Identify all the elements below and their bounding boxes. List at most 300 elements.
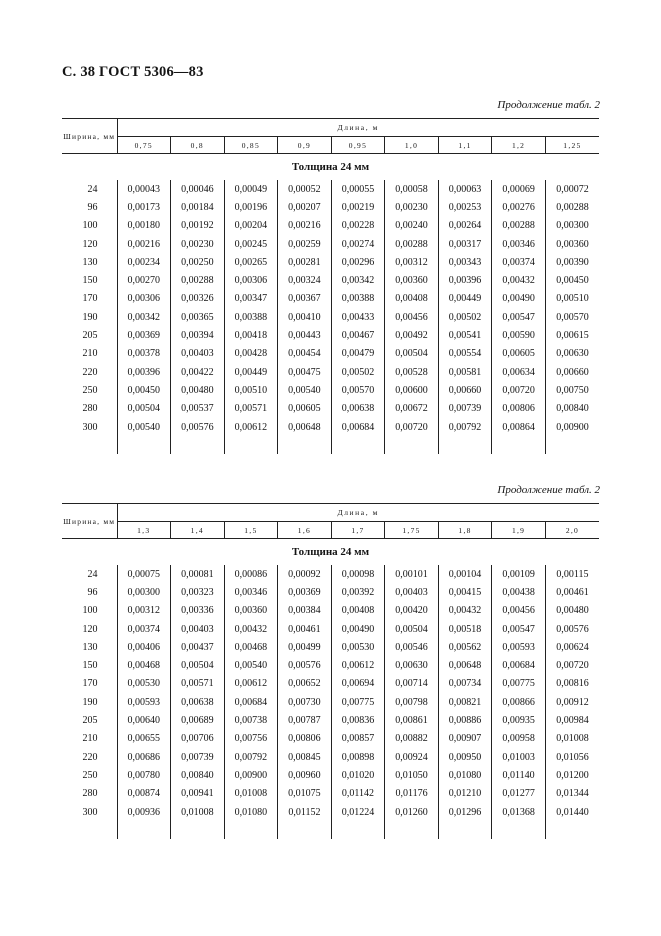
volume-cell: 0,00422 [171, 363, 225, 381]
volume-cell: 0,00384 [278, 602, 332, 620]
volume-cell: 0,00750 [556, 384, 589, 396]
volume-cell: 0,00806 [492, 400, 546, 418]
volume-cell: 0,00861 [385, 711, 439, 729]
volume-cell: 0,01008 [171, 803, 225, 821]
width-cell: 130 [62, 253, 117, 271]
length-values-row [62, 522, 599, 539]
volume-cell: 0,00864 [492, 418, 546, 436]
header-row [62, 504, 599, 522]
volume-cell: 0,00456 [385, 308, 439, 326]
volume-cell: 0,00660 [556, 366, 589, 378]
volume-cell: 0,00432 [438, 602, 492, 620]
volume-cell: 0,00369 [278, 583, 332, 601]
volume-cell: 0,00253 [438, 198, 492, 216]
volume-cell: 0,00072 [556, 183, 589, 195]
volume-cell: 0,00403 [385, 583, 439, 601]
volume-cell: 0,01224 [331, 803, 385, 821]
volume-cell: 0,01008 [224, 785, 278, 803]
volume-cell: 0,00207 [278, 198, 332, 216]
length-header-cell: 1,5 [224, 522, 278, 539]
volume-cell: 0,00342 [117, 308, 171, 326]
volume-cell: 0,00180 [117, 217, 171, 235]
volume-cell: 0,00058 [385, 180, 439, 198]
volume-cell: 0,00518 [438, 620, 492, 638]
volume-cell: 0,00456 [492, 602, 546, 620]
volume-cell: 0,00415 [438, 583, 492, 601]
empty-cell [438, 821, 492, 839]
volume-cell: 0,00739 [438, 400, 492, 418]
volume-cell: 0,00648 [278, 418, 332, 436]
volume-cell: 0,00049 [224, 180, 278, 198]
volume-cell: 0,00612 [224, 675, 278, 693]
volume-cell: 0,00720 [385, 418, 439, 436]
empty-cell [385, 436, 439, 454]
table-row [62, 693, 599, 711]
table-row [62, 748, 599, 766]
length-header-cell: 1,4 [171, 522, 225, 539]
length-header-cell: 1,3 [117, 522, 171, 539]
volume-cell: 0,00306 [224, 271, 278, 289]
volume-cell: 0,00449 [224, 363, 278, 381]
volume-cell: 0,00274 [331, 235, 385, 253]
width-cell: 100 [62, 217, 117, 235]
width-column-header: Ширина, мм [62, 119, 117, 154]
volume-cell: 0,01440 [556, 806, 589, 818]
volume-cell: 0,00480 [556, 605, 589, 617]
volume-cell: 0,00461 [278, 620, 332, 638]
width-cell: 170 [62, 290, 117, 308]
table-row [62, 326, 599, 344]
volume-cell: 0,01008 [556, 733, 589, 745]
volume-cell: 0,00365 [171, 308, 225, 326]
volume-cell: 0,01050 [385, 766, 439, 784]
volume-cell: 0,00378 [117, 345, 171, 363]
volume-cell: 0,00738 [224, 711, 278, 729]
empty-cell [278, 821, 332, 839]
table-caption: Продолжение табл. 2 [497, 99, 600, 111]
table-row [62, 602, 599, 620]
width-cell: 120 [62, 235, 117, 253]
volume-cell: 0,00499 [278, 638, 332, 656]
volume-cell: 0,00612 [224, 418, 278, 436]
volume-cell: 0,00907 [438, 730, 492, 748]
empty-cell [171, 821, 225, 839]
volume-cell: 0,00960 [278, 766, 332, 784]
table-row [62, 235, 599, 253]
volume-cell: 0,00288 [556, 201, 589, 213]
volume-cell: 0,01075 [278, 785, 332, 803]
volume-cell: 0,00343 [438, 253, 492, 271]
volume-cell: 0,00367 [278, 290, 332, 308]
volume-cell: 0,00547 [492, 308, 546, 326]
volume-cell: 0,01020 [331, 766, 385, 784]
volume-cell: 0,00396 [117, 363, 171, 381]
volume-cell: 0,01368 [492, 803, 546, 821]
volume-cell: 0,00638 [171, 693, 225, 711]
volume-cell: 0,00228 [331, 217, 385, 235]
volume-cell: 0,00660 [438, 381, 492, 399]
length-header-cell: 1,0 [385, 137, 439, 154]
volume-cell: 0,00475 [278, 363, 332, 381]
volume-cell: 0,00576 [171, 418, 225, 436]
volume-cell: 0,00312 [117, 602, 171, 620]
width-cell: 24 [62, 180, 117, 198]
volume-cell: 0,00686 [117, 748, 171, 766]
volume-cell: 0,00101 [385, 565, 439, 583]
volume-cell: 0,00490 [331, 620, 385, 638]
width-cell: 210 [62, 730, 117, 748]
width-cell: 210 [62, 345, 117, 363]
width-cell: 96 [62, 198, 117, 216]
volume-cell: 0,00528 [385, 363, 439, 381]
volume-cell: 0,00792 [224, 748, 278, 766]
volume-cell: 0,00081 [171, 565, 225, 583]
volume-cell: 0,00281 [278, 253, 332, 271]
volume-cell: 0,00540 [117, 418, 171, 436]
length-values-row [62, 137, 599, 154]
empty-cell [331, 436, 385, 454]
volume-cell: 0,01200 [556, 769, 589, 781]
volume-cell: 0,00605 [278, 400, 332, 418]
table-row [62, 217, 599, 235]
volume-cell: 0,00562 [438, 638, 492, 656]
volume-cell: 0,00450 [117, 381, 171, 399]
volume-cell: 0,00388 [331, 290, 385, 308]
volume-cell: 0,00406 [117, 638, 171, 656]
volume-cell: 0,00433 [331, 308, 385, 326]
volume-cell: 0,00288 [385, 235, 439, 253]
volume-cell: 0,00537 [171, 400, 225, 418]
volume-cell: 0,00787 [278, 711, 332, 729]
volume-cell: 0,00369 [117, 326, 171, 344]
volume-cell: 0,00984 [556, 715, 589, 727]
volume-cell: 0,00360 [556, 238, 589, 250]
volume-cell: 0,00924 [385, 748, 439, 766]
length-header-cell: 1,6 [278, 522, 332, 539]
volume-cell: 0,00816 [556, 678, 589, 690]
length-header-cell: 1,2 [492, 137, 546, 154]
width-cell: 220 [62, 363, 117, 381]
volume-cell: 0,00296 [331, 253, 385, 271]
volume-cell: 0,00900 [556, 421, 589, 433]
table-row [62, 620, 599, 638]
volume-cell: 0,00630 [385, 656, 439, 674]
volume-cell: 0,00821 [438, 693, 492, 711]
volume-cell: 0,00935 [492, 711, 546, 729]
volume-cell: 0,00324 [278, 271, 332, 289]
volume-cell: 0,00098 [331, 565, 385, 583]
volume-cell: 0,00438 [492, 583, 546, 601]
volume-cell: 0,00317 [438, 235, 492, 253]
volume-cell: 0,00714 [385, 675, 439, 693]
volume-cell: 0,00360 [385, 271, 439, 289]
volume-cell: 0,00300 [117, 583, 171, 601]
header-row [62, 119, 599, 137]
table-row [62, 565, 599, 583]
volume-cell: 0,00490 [492, 290, 546, 308]
volume-cell: 0,01277 [492, 785, 546, 803]
table-row [62, 253, 599, 271]
length-header-cell: 1,25 [545, 137, 599, 154]
table-row [62, 198, 599, 216]
volume-cell: 0,00173 [117, 198, 171, 216]
volume-cell: 0,00396 [438, 271, 492, 289]
volume-cell: 0,00432 [492, 271, 546, 289]
table-row [62, 656, 599, 674]
volume-cell: 0,00403 [171, 345, 225, 363]
volume-cell: 0,00720 [492, 381, 546, 399]
volume-cell: 0,00437 [171, 638, 225, 656]
volume-cell: 0,01003 [492, 748, 546, 766]
volume-cell: 0,00530 [117, 675, 171, 693]
table-row [62, 711, 599, 729]
volume-cell: 0,00886 [438, 711, 492, 729]
volume-cell: 0,00086 [224, 565, 278, 583]
volume-cell: 0,00192 [171, 217, 225, 235]
volume-cell: 0,00630 [556, 348, 589, 360]
volume-cell: 0,00109 [492, 565, 546, 583]
width-cell: 280 [62, 400, 117, 418]
width-cell: 280 [62, 785, 117, 803]
table-row [62, 345, 599, 363]
width-cell: 300 [62, 803, 117, 821]
volume-cell: 0,00234 [117, 253, 171, 271]
volume-cell: 0,00720 [556, 660, 589, 672]
table-row [62, 418, 599, 436]
table-row [62, 583, 599, 601]
volume-cell: 0,00775 [331, 693, 385, 711]
volume-cell: 0,00840 [171, 766, 225, 784]
volume-cell: 0,00479 [331, 345, 385, 363]
volume-cell: 0,00300 [556, 220, 589, 232]
volume-cell: 0,00410 [278, 308, 332, 326]
volume-cell: 0,00655 [117, 730, 171, 748]
volume-cell: 0,00756 [224, 730, 278, 748]
volume-table-1 [62, 118, 599, 454]
width-cell: 120 [62, 620, 117, 638]
volume-cell: 0,00684 [492, 656, 546, 674]
volume-cell: 0,00706 [171, 730, 225, 748]
table-row [62, 766, 599, 784]
section-row [62, 539, 599, 566]
volume-cell: 0,01142 [331, 785, 385, 803]
table-caption: Продолжение табл. 2 [497, 484, 600, 496]
volume-cell: 0,00204 [224, 217, 278, 235]
volume-cell: 0,00624 [556, 641, 589, 653]
width-cell: 220 [62, 748, 117, 766]
width-cell: 96 [62, 583, 117, 601]
volume-cell: 0,00792 [438, 418, 492, 436]
table-row [62, 400, 599, 418]
width-cell: 250 [62, 381, 117, 399]
volume-cell: 0,00374 [492, 253, 546, 271]
table-row [62, 290, 599, 308]
volume-cell: 0,00245 [224, 235, 278, 253]
volume-cell: 0,00276 [492, 198, 546, 216]
width-cell: 300 [62, 418, 117, 436]
volume-cell: 0,00450 [556, 275, 589, 287]
length-header-cell: 1,9 [492, 522, 546, 539]
empty-cell [117, 436, 171, 454]
volume-cell: 0,00418 [224, 326, 278, 344]
volume-cell: 0,00196 [224, 198, 278, 216]
volume-cell: 0,00510 [556, 293, 589, 305]
volume-cell: 0,00265 [224, 253, 278, 271]
width-cell: 100 [62, 602, 117, 620]
volume-cell: 0,00230 [385, 198, 439, 216]
volume-cell: 0,00775 [492, 675, 546, 693]
volume-cell: 0,00798 [385, 693, 439, 711]
empty-cell [492, 821, 546, 839]
length-column-header: Длина, м [117, 119, 599, 137]
volume-cell: 0,00288 [492, 217, 546, 235]
volume-cell: 0,00684 [331, 418, 385, 436]
table-row [62, 675, 599, 693]
volume-cell: 0,00216 [278, 217, 332, 235]
volume-cell: 0,00648 [438, 656, 492, 674]
volume-cell: 0,00259 [278, 235, 332, 253]
volume-cell: 0,00504 [385, 620, 439, 638]
volume-cell: 0,00593 [492, 638, 546, 656]
volume-cell: 0,00593 [117, 693, 171, 711]
empty-cell [117, 821, 171, 839]
volume-cell: 0,00432 [224, 620, 278, 638]
volume-cell: 0,00866 [492, 693, 546, 711]
volume-cell: 0,00264 [438, 217, 492, 235]
volume-cell: 0,00581 [438, 363, 492, 381]
volume-cell: 0,00605 [492, 345, 546, 363]
table-row [62, 803, 599, 821]
table-row [62, 638, 599, 656]
volume-cell: 0,00216 [117, 235, 171, 253]
volume-table-2 [62, 503, 599, 839]
volume-cell: 0,00912 [556, 696, 589, 708]
volume-cell: 0,00104 [438, 565, 492, 583]
volume-cell: 0,00346 [224, 583, 278, 601]
volume-cell: 0,00449 [438, 290, 492, 308]
table-bottom-spacer [62, 436, 599, 454]
empty-cell [62, 436, 117, 454]
volume-cell: 0,00640 [117, 711, 171, 729]
section-row [62, 154, 599, 181]
volume-cell: 0,00504 [385, 345, 439, 363]
volume-cell: 0,01176 [385, 785, 439, 803]
volume-cell: 0,00570 [331, 381, 385, 399]
volume-cell: 0,00836 [331, 711, 385, 729]
section-title: Толщина 24 мм [291, 546, 370, 558]
volume-cell: 0,01260 [385, 803, 439, 821]
volume-cell: 0,00615 [556, 330, 589, 342]
volume-cell: 0,00115 [556, 568, 589, 580]
volume-cell: 0,00504 [171, 656, 225, 674]
volume-cell: 0,00346 [492, 235, 546, 253]
section-title: Толщина 24 мм [291, 161, 370, 173]
length-header-cell: 1,75 [385, 522, 439, 539]
empty-cell [545, 436, 599, 454]
volume-cell: 0,00571 [171, 675, 225, 693]
width-cell: 250 [62, 766, 117, 784]
volume-cell: 0,00898 [331, 748, 385, 766]
volume-cell: 0,01344 [556, 788, 589, 800]
table-bottom-spacer [62, 821, 599, 839]
volume-cell: 0,00075 [117, 565, 171, 583]
volume-cell: 0,00730 [278, 693, 332, 711]
empty-cell [492, 436, 546, 454]
volume-cell: 0,00392 [331, 583, 385, 601]
volume-cell: 0,00092 [278, 565, 332, 583]
volume-cell: 0,00634 [492, 363, 546, 381]
volume-cell: 0,00540 [278, 381, 332, 399]
volume-cell: 0,00480 [171, 381, 225, 399]
volume-cell: 0,00388 [224, 308, 278, 326]
volume-cell: 0,00326 [171, 290, 225, 308]
volume-cell: 0,01152 [278, 803, 332, 821]
volume-cell: 0,00806 [278, 730, 332, 748]
volume-cell: 0,00055 [331, 180, 385, 198]
volume-cell: 0,01210 [438, 785, 492, 803]
empty-cell [385, 821, 439, 839]
volume-cell: 0,00443 [278, 326, 332, 344]
volume-cell: 0,00504 [117, 400, 171, 418]
volume-cell: 0,00288 [171, 271, 225, 289]
volume-cell: 0,00428 [224, 345, 278, 363]
volume-cell: 0,00492 [385, 326, 439, 344]
volume-cell: 0,00689 [171, 711, 225, 729]
length-header-cell: 0,85 [224, 137, 278, 154]
empty-cell [224, 821, 278, 839]
length-header-cell: 1,7 [331, 522, 385, 539]
volume-cell: 0,00546 [385, 638, 439, 656]
table-row [62, 363, 599, 381]
volume-cell: 0,00052 [278, 180, 332, 198]
volume-cell: 0,00184 [171, 198, 225, 216]
volume-cell: 0,00312 [385, 253, 439, 271]
volume-cell: 0,00502 [438, 308, 492, 326]
volume-cell: 0,00541 [438, 326, 492, 344]
width-cell: 130 [62, 638, 117, 656]
volume-cell: 0,00950 [438, 748, 492, 766]
volume-cell: 0,00347 [224, 290, 278, 308]
volume-cell: 0,00374 [117, 620, 171, 638]
volume-cell: 0,00046 [171, 180, 225, 198]
volume-cell: 0,00336 [171, 602, 225, 620]
volume-cell: 0,00461 [556, 586, 589, 598]
volume-cell: 0,00874 [117, 785, 171, 803]
volume-cell: 0,00590 [492, 326, 546, 344]
length-header-cell: 1,8 [438, 522, 492, 539]
volume-cell: 0,00390 [556, 256, 589, 268]
volume-cell: 0,00734 [438, 675, 492, 693]
volume-cell: 0,00468 [224, 638, 278, 656]
width-cell: 205 [62, 326, 117, 344]
table-row [62, 785, 599, 803]
volume-cell: 0,01140 [492, 766, 546, 784]
volume-cell: 0,00408 [331, 602, 385, 620]
volume-cell: 0,00408 [385, 290, 439, 308]
width-cell: 24 [62, 565, 117, 583]
volume-cell: 0,00510 [224, 381, 278, 399]
empty-cell [171, 436, 225, 454]
volume-cell: 0,00571 [224, 400, 278, 418]
volume-cell: 0,00069 [492, 180, 546, 198]
table-row [62, 308, 599, 326]
table-row [62, 180, 599, 198]
table-row [62, 271, 599, 289]
volume-cell: 0,00612 [331, 656, 385, 674]
volume-cell: 0,00882 [385, 730, 439, 748]
length-header-cell: 0,8 [171, 137, 225, 154]
volume-cell: 0,00502 [331, 363, 385, 381]
